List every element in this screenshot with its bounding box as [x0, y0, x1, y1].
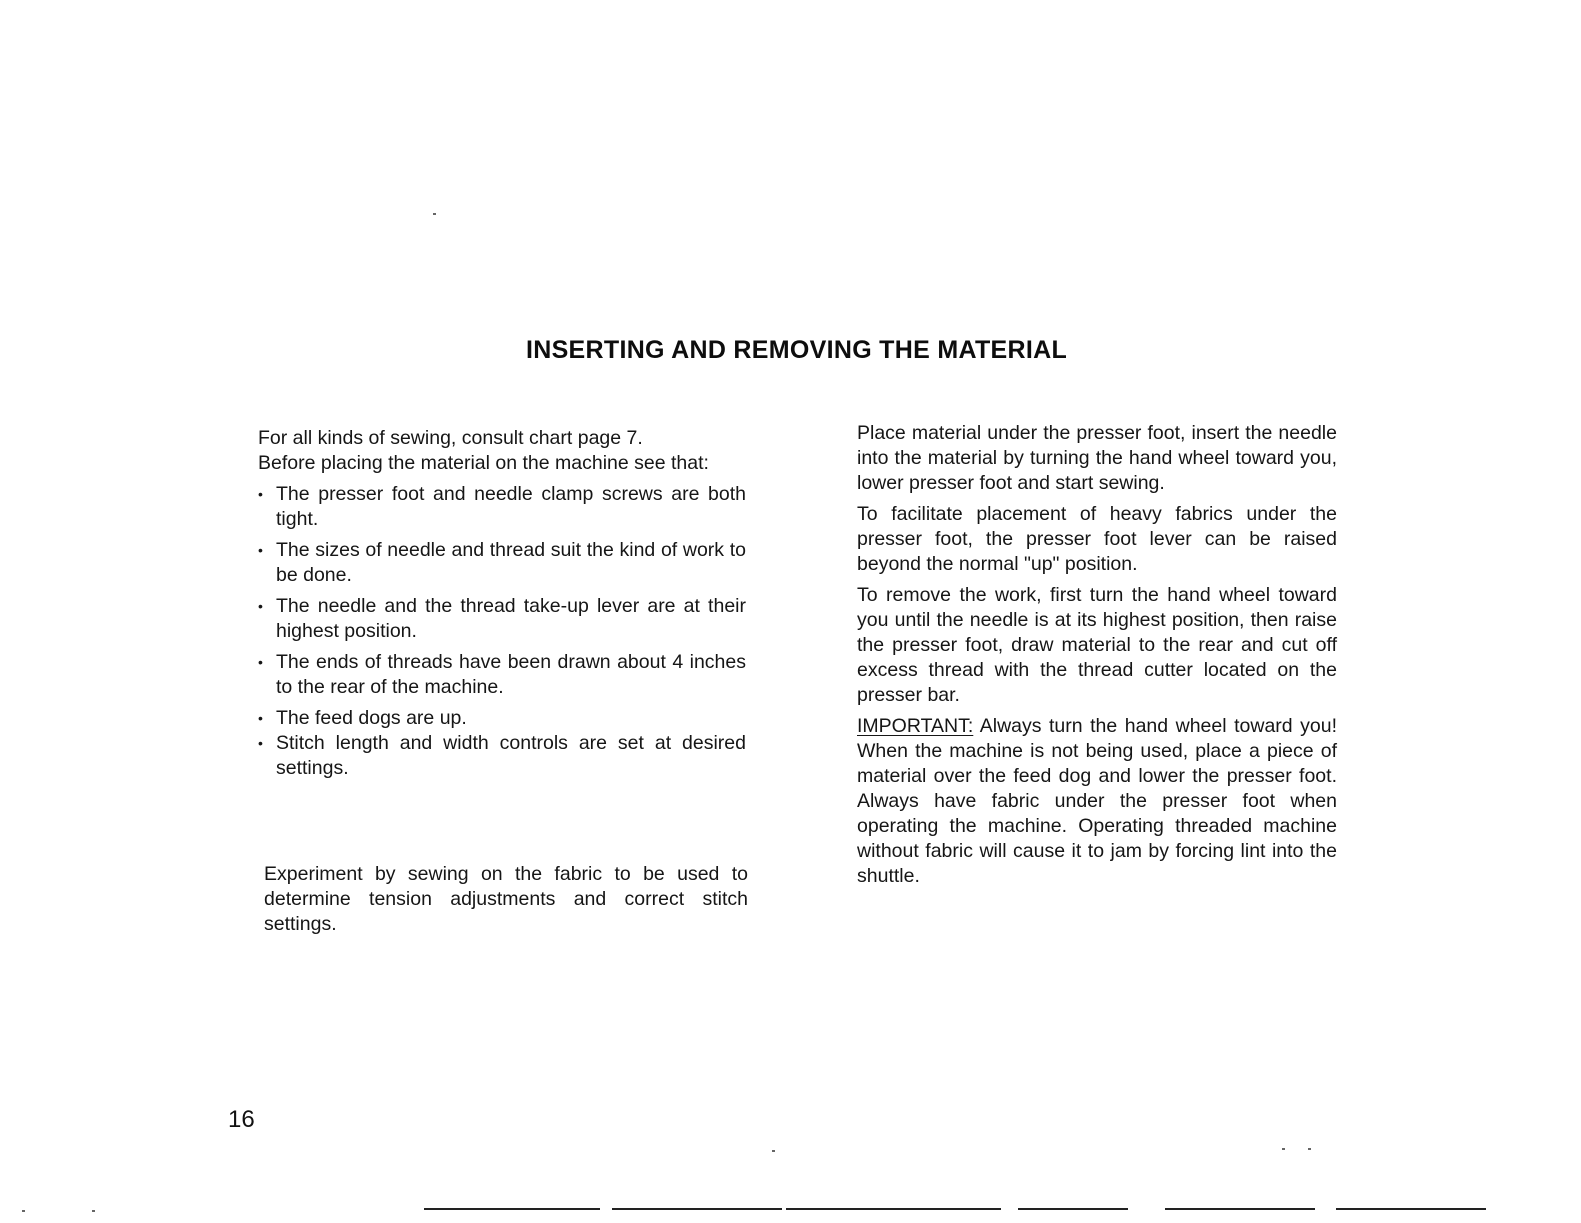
scan-edge-rule [1336, 1208, 1486, 1210]
intro-line-2: Before placing the material on the machine see that: [258, 452, 709, 474]
checklist-item [258, 731, 746, 781]
checklist-item [258, 482, 746, 532]
checklist-item-text: The needle and the thread take-up lever are at their highest position. [276, 595, 746, 642]
scan-edge-rule [612, 1208, 782, 1210]
checklist-item [258, 650, 746, 700]
scan-speck [772, 1150, 775, 1152]
checklist-item [258, 594, 746, 644]
page-number: 16 [228, 1106, 255, 1133]
bullet-icon: • [258, 598, 263, 614]
left-column [258, 426, 746, 787]
remove-work-paragraph: To remove the work, first turn the hand wheel toward you until the needle is at its highest position, then raise the presser foot, draw material to the rear and cut off excess thread with the thread cutter located on the presser bar. [857, 584, 1337, 706]
bullet-icon: • [258, 654, 263, 670]
checklist-item-text: The presser foot and needle clamp screws are both tight. [276, 483, 746, 530]
scan-speck [92, 1210, 95, 1212]
scan-edge-rule [1018, 1208, 1128, 1210]
intro-line-1: For all kinds of sewing, consult chart page 7. [258, 427, 643, 449]
scan-speck [1308, 1148, 1311, 1150]
important-paragraph [857, 714, 1337, 889]
checklist-item-text: The sizes of needle and thread suit the kind of work to be done. [276, 539, 746, 586]
heavy-fabric-paragraph: To facilitate placement of heavy fabrics under the presser foot, the presser foot lever can be raised beyond the normal "up" position. [857, 503, 1337, 575]
scan-speck [1282, 1148, 1285, 1150]
placement-paragraph: Place material under the presser foot, insert the needle into the material by turning the hand wheel toward you, lower presser foot and start sewing. [857, 422, 1337, 494]
checklist-item-text: The ends of threads have been drawn about 4 inches to the rear of the machine. [276, 651, 746, 698]
checklist-item-text: Stitch length and width controls are set at desired settings. [276, 732, 746, 779]
right-column [857, 421, 1337, 895]
page-title: INSERTING AND REMOVING THE MATERIAL [525, 336, 1068, 364]
scan-speck [433, 213, 436, 215]
scan-speck [22, 1210, 25, 1212]
important-label: IMPORTANT: [857, 715, 974, 737]
bullet-icon: • [258, 486, 263, 502]
checklist-item [258, 706, 746, 731]
checklist-item [258, 538, 746, 588]
experiment-paragraph: Experiment by sewing on the fabric to be used to determine tension adjustments and correct stitch settings. [264, 863, 748, 935]
bullet-icon: • [258, 710, 263, 726]
important-text: Always turn the hand wheel toward you! When the machine is not being used, place a piece of material over the feed dog and lower the presser foot. Always have fabric under the presser foot when operating the machine. Operating threaded machine without fabric will cause it to jam by forcing lint into the shuttle. [857, 715, 1337, 887]
checklist-item-text: The feed dogs are up. [276, 707, 467, 729]
bullet-icon: • [258, 735, 263, 751]
bullet-icon: • [258, 542, 263, 558]
scan-edge-rule [1165, 1208, 1315, 1210]
scan-edge-rule [424, 1208, 600, 1210]
checklist [258, 482, 746, 781]
scan-edge-rule [786, 1208, 1001, 1210]
